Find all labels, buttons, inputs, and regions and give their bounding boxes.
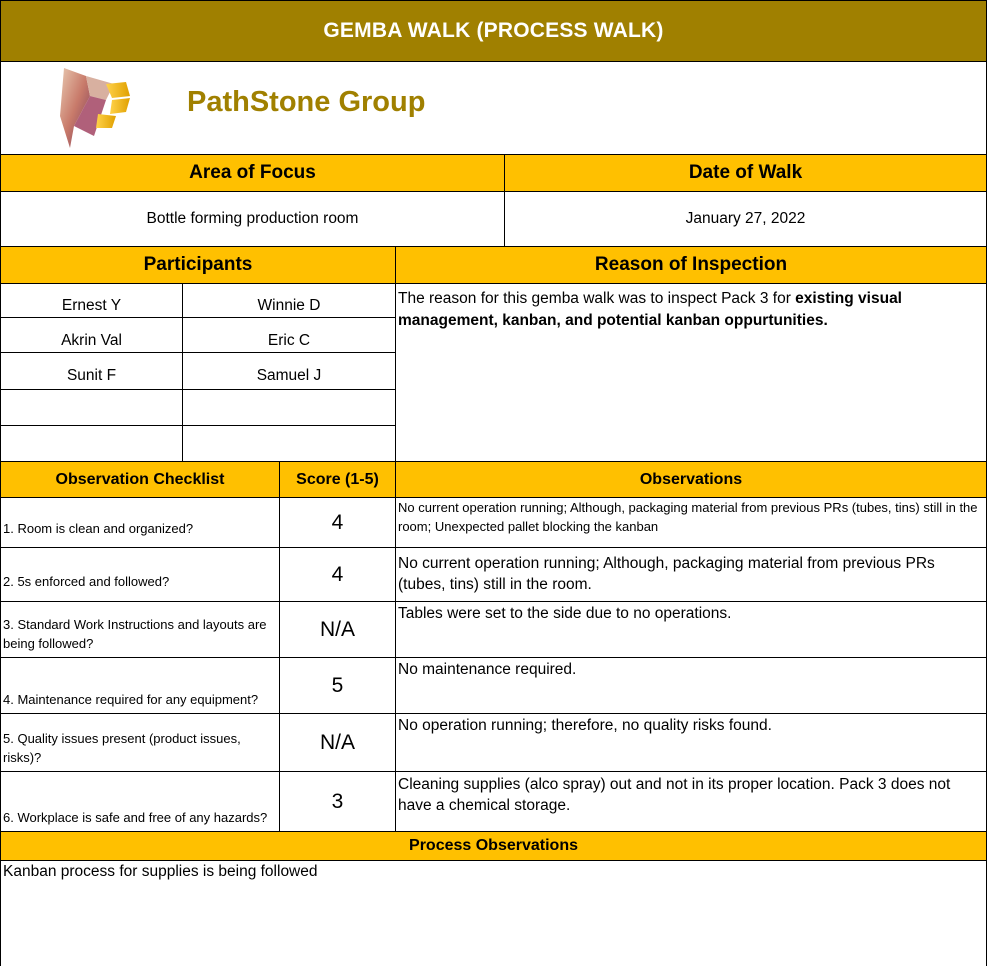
checklist-observation: Tables were set to the side due to no operations. (395, 601, 987, 658)
checklist-score: N/A (279, 713, 396, 772)
checklist-score: 3 (279, 771, 396, 832)
reason-text-bold: existing visual management, kanban, and potential kanban oppurtunities. (398, 290, 902, 329)
checklist-score: N/A (279, 601, 396, 658)
checklist-item: 1. Room is clean and organized? (0, 497, 280, 548)
checklist-item: 3. Standard Work Instructions and layouts are being followed? (0, 601, 280, 658)
observation-checklist-header: Observation Checklist (0, 461, 280, 498)
checklist-item: 5. Quality issues present (product issues, risks)? (0, 713, 280, 772)
area-of-focus-value: Bottle forming production room (0, 191, 505, 247)
checklist-item: 4. Maintenance required for any equipment? (0, 657, 280, 714)
checklist-score: 4 (279, 497, 396, 548)
participant-cell: Ernest Y (0, 283, 183, 318)
participant-cell (182, 389, 396, 426)
checklist-observation: No current operation running; Although, packaging material from previous PRs (tubes, tins) still in the room. (395, 547, 987, 602)
page-title: GEMBA WALK (PROCESS WALK) (0, 0, 987, 62)
participant-cell (0, 425, 183, 462)
participant-cell: Akrin Val (0, 317, 183, 353)
participant-cell: Eric C (182, 317, 396, 353)
date-of-walk-header: Date of Walk (504, 154, 987, 192)
logo-area (0, 62, 987, 154)
process-observations-text: Kanban process for supplies is being followed (0, 860, 987, 966)
checklist-item: 6. Workplace is safe and free of any hazards? (0, 771, 280, 832)
checklist-item: 2. 5s enforced and followed? (0, 547, 280, 602)
participants-header: Participants (0, 246, 396, 284)
score-header: Score (1-5) (279, 461, 396, 498)
reason-text (395, 283, 987, 462)
checklist-observation: No current operation running; Although, packaging material from previous PRs (tubes, tins) still in the room; Unexpected pallet blocking the kanban (395, 497, 987, 548)
participant-cell: Sunit F (0, 352, 183, 390)
checklist-observation: Cleaning supplies (alco spray) out and not in its proper location. Pack 3 does not have a chemical storage. (395, 771, 987, 832)
reason-header: Reason of Inspection (395, 246, 987, 284)
company-name: PathStone Group (187, 86, 426, 118)
pathstone-logo-icon (56, 66, 136, 150)
reason-text-prefix: The reason for this gemba walk was to inspect Pack 3 for (398, 290, 796, 307)
observations-header: Observations (395, 461, 987, 498)
process-observations-header: Process Observations (0, 831, 987, 861)
area-of-focus-header: Area of Focus (0, 154, 505, 192)
checklist-score: 5 (279, 657, 396, 714)
participant-cell (0, 389, 183, 426)
checklist-observation: No operation running; therefore, no quality risks found. (395, 713, 987, 772)
checklist-observation: No maintenance required. (395, 657, 987, 714)
participant-cell: Samuel J (182, 352, 396, 390)
checklist-score: 4 (279, 547, 396, 602)
date-of-walk-value: January 27, 2022 (504, 191, 987, 247)
participant-cell: Winnie D (182, 283, 396, 318)
participant-cell (182, 425, 396, 462)
